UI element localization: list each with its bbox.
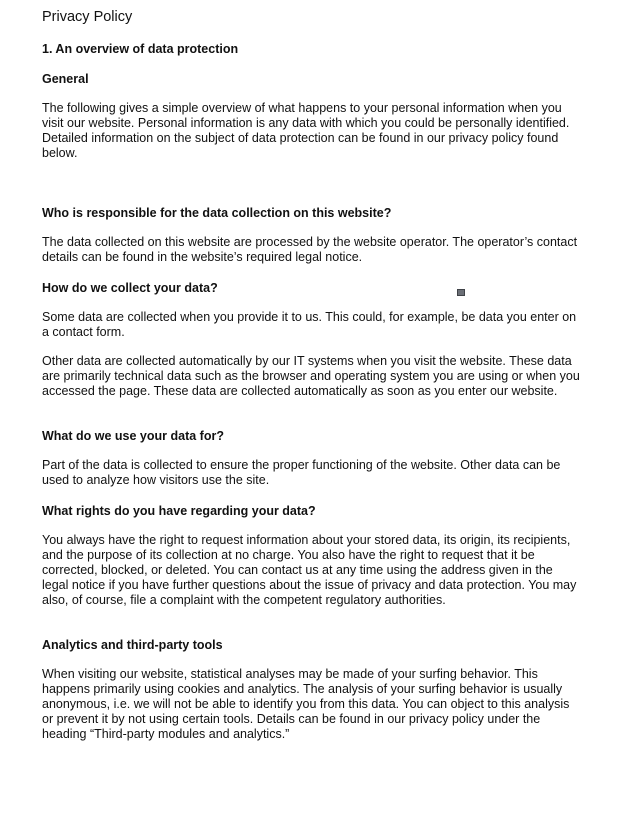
paragraph-use: Part of the data is collected to ensure the proper functioning of the website. Other data can be used to analyze how visitors use the site.	[42, 458, 561, 487]
paragraph-general: The following gives a simple overview of what happens to your personal information when you visit our website. Personal information is any data with which you could be personally identified. Detailed information on the subject of data protection can be found in our privacy policy found below.	[42, 101, 570, 160]
paragraph-analytics: When visiting our website, statistical analyses may be made of your surfing behavior. This happens primarily using cookies and analytics. The analysis of your surfing behavior is usually anonymous, i.e. we will not be able to identify you from this data. You can object to this analysis or prevent it by not using certain tools. Details can be found in our privacy policy under the heading “Third-party modules and analytics.”	[42, 667, 570, 741]
paragraph-rights: You always have the right to request information about your stored data, its origin, its recipients, and the purpose of its collection at no charge. You also have the right to request that it be corrected, blocked, or deleted. You can contact us at any time using the address given in the legal notice if you have further questions about the issue of privacy and data protection. You may also, of course, file a complaint with the competent regulatory authorities.	[42, 533, 577, 607]
anchor-marker-icon	[457, 289, 465, 296]
subheading-rights: What rights do you have regarding your data?	[42, 504, 316, 518]
subheading-use: What do we use your data for?	[42, 429, 224, 443]
paragraph-collect-1: Some data are collected when you provide it to us. This could, for example, be data you enter on a contact form.	[42, 310, 577, 339]
page-title: Privacy Policy	[42, 9, 133, 25]
paragraph-responsible: The data collected on this website are processed by the website operator. The operator’s contact details can be found in the website’s required legal notice.	[42, 235, 578, 264]
paragraph-collect-2: Other data are collected automatically by our IT systems when you visit the website. These data are primarily technical data such as the browser and operating system you are using or when you accessed the page. These data are collected automatically as soon as you enter our website.	[42, 354, 580, 398]
subheading-analytics: Analytics and third-party tools	[42, 638, 223, 652]
section-heading-overview: 1. An overview of data protection	[42, 42, 239, 56]
subheading-collect: How do we collect your data?	[42, 281, 218, 295]
subheading-general: General	[42, 72, 89, 86]
subheading-responsible: Who is responsible for the data collection on this website?	[42, 206, 392, 220]
